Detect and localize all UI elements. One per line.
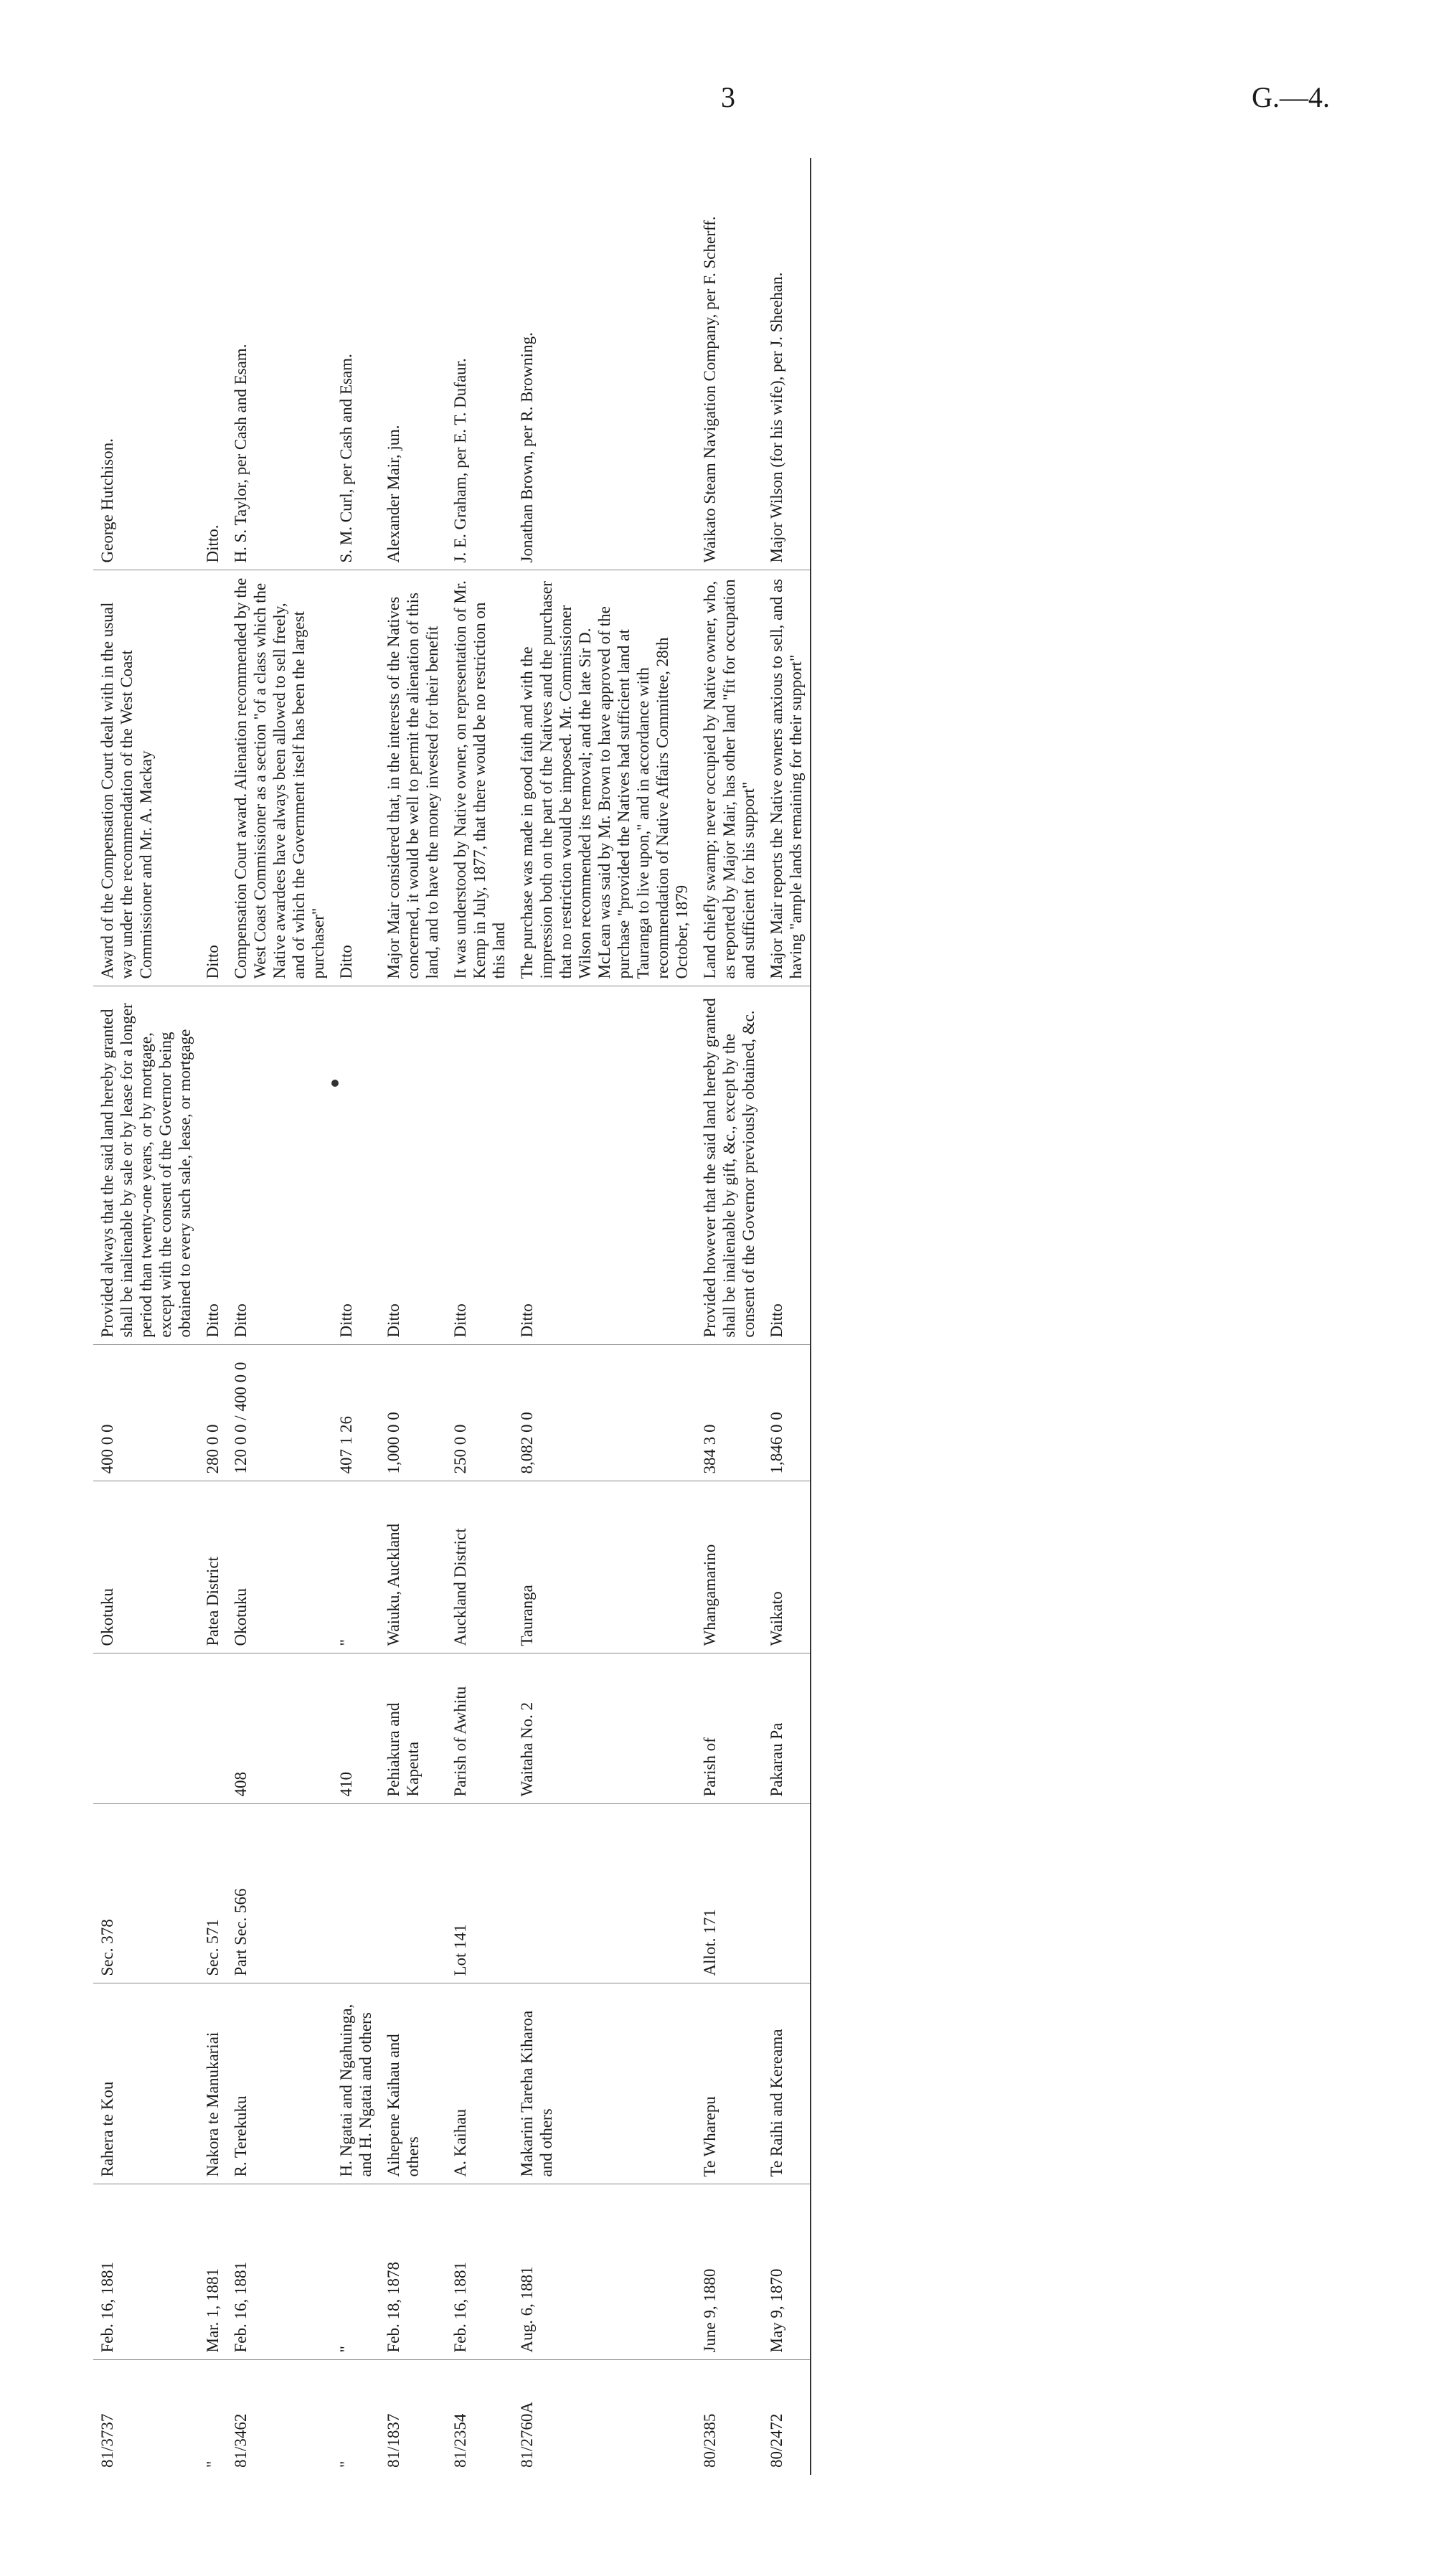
cell-district: Auckland District: [446, 1481, 513, 1653]
cell-section: [513, 1804, 696, 1983]
cell-remarks: The purchase was made in good faith and with the impression both on the part of the Natives and the purchaser that no restriction would be imposed. Mr. Commissioner Wilson recommended its removal; and the late Sir D. McLean was said by Mr. Brown to have approved of the purchase "provided the Natives had sufficient land at Tauranga to live upon," and in accordance with recommendation of Native Affairs Committee, 28th October, 1879: [513, 570, 696, 986]
table-row: [446, 158, 513, 2475]
cell-transferee: S. M. Curl, per Cash and Esam.: [332, 158, 379, 570]
table-row: [93, 158, 199, 2475]
cell-district: Waiuku, Auckland: [379, 1481, 446, 1653]
cell-file: 81/2760A: [518, 2402, 536, 2468]
cell-remarks: Ditto: [332, 570, 379, 986]
cell-transferee: J. E. Graham, per E. T. Dufaur.: [446, 158, 513, 570]
cell-condition: Ditto: [332, 986, 379, 1345]
cell-section: Lot 141: [446, 1804, 513, 1983]
page-number: 3: [721, 81, 735, 113]
cell-area: 407 1 26: [332, 1345, 379, 1481]
cell-district: Okotuku: [227, 1481, 332, 1653]
cell-date: Feb. 16, 1881: [227, 2184, 332, 2360]
cell-date: Mar. 1, 1881: [199, 2184, 227, 2360]
cell-file: 81/3737: [98, 2413, 116, 2468]
cell-transferee: Alexander Mair, jun.: [379, 158, 446, 570]
table-row: [379, 158, 446, 2475]
cell-section: Allot. 171: [696, 1804, 763, 1983]
cell-area: 250 0 0: [446, 1345, 513, 1481]
cell-date: Feb. 18, 1878: [379, 2184, 446, 2360]
cell-file: 81/1837: [384, 2413, 402, 2468]
cell-file: ": [204, 2461, 222, 2468]
cell-area: 1,846 0 0: [763, 1345, 811, 1481]
cell-area: 8,082 0 0: [513, 1345, 696, 1481]
cell-remarks: Major Mair reports the Native owners anxious to sell, and as having "ample lands remaining for their support": [763, 570, 811, 986]
cell-file: ": [337, 2461, 355, 2468]
cell-condition: Ditto: [763, 986, 811, 1345]
cell-name: Nakora te Manukariai: [199, 1983, 227, 2184]
cell-area: 1,000 0 0: [379, 1345, 446, 1481]
cell-name: Te Raihi and Kereama: [763, 1983, 811, 2184]
cell-name: H. Ngatai and Ngahuinga, and H. Ngatai and others: [332, 1983, 379, 2184]
cell-date: Feb. 16, 1881: [93, 2184, 199, 2360]
cell-transferee: Waikato Steam Navigation Company, per F. Scherff.: [696, 158, 763, 570]
cell-transferee: Jonathan Brown, per R. Browning.: [513, 158, 696, 570]
cell-section: [763, 1804, 811, 1983]
table-row: [763, 158, 811, 2475]
cell-area: 400 0 0: [93, 1345, 199, 1481]
cell-date: ": [332, 2184, 379, 2360]
cell-section: Part Sec. 566: [227, 1804, 332, 1983]
cell-block: Waitaha No. 2: [513, 1653, 696, 1804]
cell-date: June 9, 1880: [696, 2184, 763, 2360]
cell-date: May 9, 1870: [763, 2184, 811, 2360]
cell-district: Whangamarino: [696, 1481, 763, 1653]
cell-file: 81/3462: [232, 2413, 250, 2468]
cell-block: Parish of Awhitu: [446, 1653, 513, 1804]
cell-remarks: It was understood by Native owner, on representation of Mr. Kemp in July, 1877, that there would be no restriction on this land: [446, 570, 513, 986]
parliamentary-reference: G.—4.: [1252, 81, 1330, 113]
cell-area: 384 3 0: [696, 1345, 763, 1481]
table-row: [227, 158, 332, 2475]
cell-section: Sec. 571: [199, 1804, 227, 1983]
cell-name: R. Terekuku: [227, 1983, 332, 2184]
cell-district: Okotuku: [93, 1481, 199, 1653]
cell-name: Te Wharepu: [696, 1983, 763, 2184]
cell-block: Parish of: [696, 1653, 763, 1804]
cell-remarks: Ditto: [199, 570, 227, 986]
cell-condition: Ditto: [513, 986, 696, 1345]
cell-name: Makarini Tareha Kiharoa and others: [513, 1983, 696, 2184]
cell-condition: Provided however that the said land hereby granted shall be inalienable by gift, &c., except by the consent of the Governor previously obtained, &c.: [696, 986, 763, 1345]
cell-transferee: H. S. Taylor, per Cash and Esam.: [227, 158, 332, 570]
ink-dot: [331, 1080, 339, 1087]
cell-name: Rahera te Kou: [93, 1983, 199, 2184]
cell-remarks: Major Mair considered that, in the interests of the Natives concerned, it would be well to permit the alienation of this land, and to have the money invested for their benefit: [379, 570, 446, 986]
cell-block: Pakarau Pa: [763, 1653, 811, 1804]
cell-block: 408: [227, 1653, 332, 1804]
cell-transferee: Major Wilson (for his wife), per J. Sheehan.: [763, 158, 811, 570]
cell-condition: Provided always that the said land hereby granted shall be inalienable by sale or by lease for a longer period than twenty-one years, or by mortgage, except with the consent of the Governor being obtained to every such sale, lease, or mortgage: [93, 986, 199, 1345]
cell-district: Waikato: [763, 1481, 811, 1653]
cell-date: Aug. 6, 1881: [513, 2184, 696, 2360]
cell-remarks: Land chiefly swamp; never occupied by Native owner, who, as reported by Major Mair, has other land "fit for occupation and sufficient for his support": [696, 570, 763, 986]
cell-condition: Ditto: [199, 986, 227, 1345]
cell-area: 280 0 0: [199, 1345, 227, 1481]
table-row: [513, 158, 696, 2475]
cell-block: [199, 1653, 227, 1804]
cell-remarks: Award of the Compensation Court dealt with in the usual way under the recommendation of the West Coast Commissioner and Mr. A. Mackay: [93, 570, 199, 986]
cell-file: 81/2354: [451, 2413, 469, 2468]
cell-remarks: Compensation Court award. Alienation recommended by the West Coast Commissioner as a section "of a class which the Native awardees have always been allowed to sell freely, and of which the Government itself has been the largest purchaser": [227, 570, 332, 986]
cell-block: Pehiakura and Kapeuta: [379, 1653, 446, 1804]
cell-district: ": [332, 1481, 379, 1653]
cell-area: 120 0 0 / 400 0 0: [227, 1345, 332, 1481]
cell-file: 80/2472: [763, 2360, 811, 2475]
table-row: [332, 158, 379, 2475]
cell-transferee: Ditto.: [199, 158, 227, 570]
cell-name: Aihepene Kaihau and others: [379, 1983, 446, 2184]
rotated-table-container: [93, 158, 1349, 2475]
cell-section: [332, 1804, 379, 1983]
cell-section: [379, 1804, 446, 1983]
cell-condition: Ditto: [379, 986, 446, 1345]
cell-condition: Ditto: [446, 986, 513, 1345]
cell-block: [93, 1653, 199, 1804]
cell-block: 410: [332, 1653, 379, 1804]
cell-district: Patea District: [199, 1481, 227, 1653]
cell-district: Tauranga: [513, 1481, 696, 1653]
cell-file: 80/2385: [701, 2413, 719, 2468]
cell-section: Sec. 378: [93, 1804, 199, 1983]
table-row: [696, 158, 763, 2475]
cell-transferee: George Hutchison.: [93, 158, 199, 570]
cell-name: A. Kaihau: [446, 1983, 513, 2184]
cell-date: Feb. 16, 1881: [446, 2184, 513, 2360]
cell-condition: Ditto: [227, 986, 332, 1345]
table-row: [199, 158, 227, 2475]
land-grants-table: [93, 158, 811, 2475]
